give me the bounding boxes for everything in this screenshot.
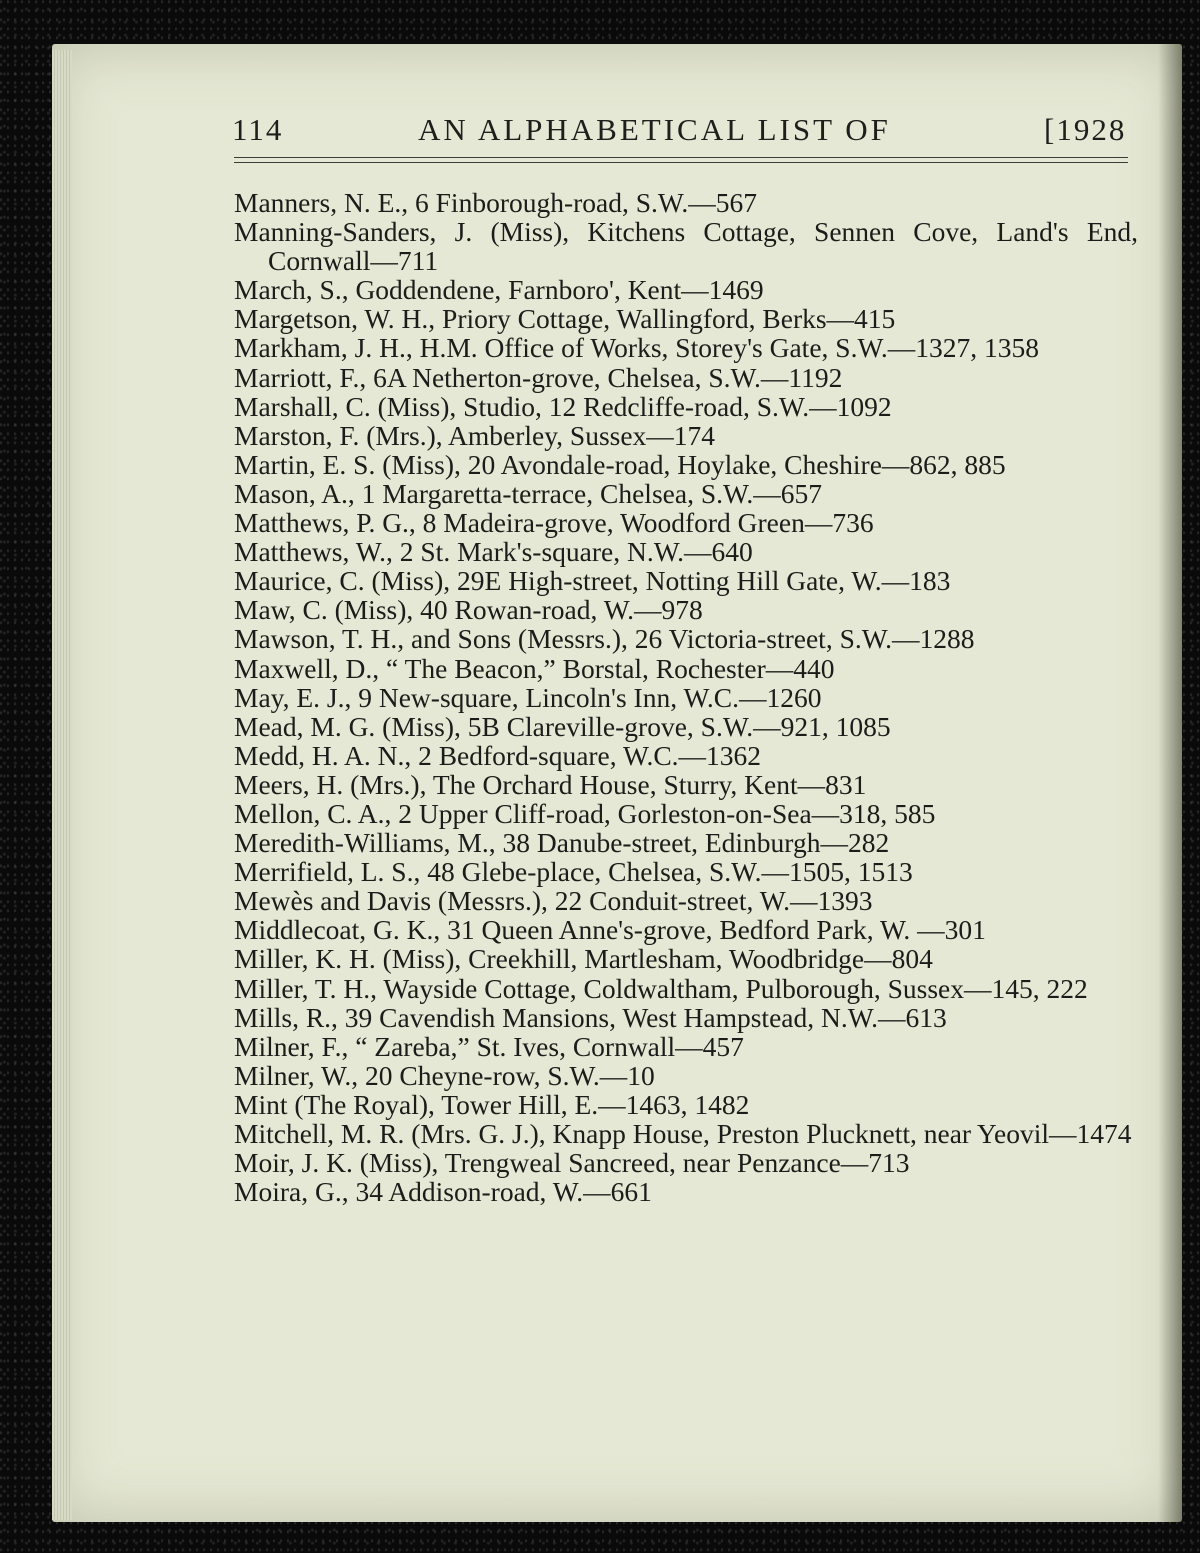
page-edges [52, 50, 72, 1520]
directory-entry: Marshall, C. (Miss), Studio, 12 Redcliffe-road, S.W.—1092 [234, 390, 892, 422]
header-rule-top [234, 157, 1128, 158]
directory-entry: Mills, R., 39 Cavendish Mansions, West Hampstead, N.W.—613 [234, 1001, 947, 1033]
directory-entry: Martin, E. S. (Miss), 20 Avondale-road, Hoylake, Cheshire—862, 885 [234, 448, 1006, 480]
directory-entry: Meers, H. (Mrs.), The Orchard House, Sturry, Kent—831 [234, 768, 867, 800]
directory-entry: Mewès and Davis (Messrs.), 22 Conduit-street, W.—1393 [234, 885, 873, 917]
directory-entry: Moira, G., 34 Addison-road, W.—661 [234, 1176, 652, 1208]
directory-entry: Milner, F., “ Zareba,” St. Ives, Cornwall—457 [234, 1030, 744, 1062]
directory-entry: May, E. J., 9 New-square, Lincoln's Inn, W.C.—1260 [234, 681, 822, 713]
directory-entry: Margetson, W. H., Priory Cottage, Wallingford, Berks—415 [234, 303, 896, 335]
directory-entry: Middlecoat, G. K., 31 Queen Anne's-grove, Bedford Park, W. —301 [234, 914, 986, 946]
directory-entry: Matthews, W., 2 St. Mark's-square, N.W.—640 [234, 536, 753, 568]
header-rule-bottom [234, 162, 1128, 163]
directory-entry: Mitchell, M. R. (Mrs. G. J.), Knapp House, Preston Plucknett, near Yeovil—1474 [234, 1118, 1132, 1149]
directory-entry: Marriott, F., 6A Netherton-grove, Chelsea, S.W.—1192 [234, 361, 843, 393]
directory-entry: Mellon, C. A., 2 Upper Cliff-road, Gorleston-on-Sea—318, 585 [234, 797, 936, 829]
page-title: AN ALPHABETICAL LIST OF [418, 112, 891, 147]
directory-entry: Matthews, P. G., 8 Madeira-grove, Woodford Green—736 [234, 507, 874, 539]
page-number: 114 [232, 112, 284, 147]
directory-entry: Manners, N. E., 6 Finborough-road, S.W.—567 [234, 187, 757, 218]
directory-entry: Maxwell, D., “ The Beacon,” Borstal, Rochester—440 [234, 652, 835, 684]
directory-entry: Medd, H. A. N., 2 Bedford-square, W.C.—1362 [234, 739, 762, 771]
directory-entry: Markham, J. H., H.M. Office of Works, Storey's Gate, S.W.—1327, 1358 [234, 332, 1040, 364]
directory-entry: Mead, M. G. (Miss), 5B Clareville-grove, S.W.—921, 1085 [234, 710, 891, 742]
gutter-shadow [1158, 44, 1182, 1522]
directory-list [234, 188, 1138, 1206]
directory-entry: Maurice, C. (Miss), 29E High-street, Notting Hill Gate, W.—183 [234, 565, 951, 597]
directory-entry: Meredith-Williams, M., 38 Danube-street, Edinburgh—282 [234, 827, 890, 859]
directory-entry: Manning-Sanders, J. (Miss), Kitchens Cottage, Sennen Cove, Land's End, Cornwall—711 [234, 216, 1138, 277]
running-header [232, 104, 1132, 154]
directory-entry: Milner, W., 20 Cheyne-row, S.W.—10 [234, 1059, 655, 1091]
directory-entry: Marston, F. (Mrs.), Amberley, Sussex—174 [234, 419, 716, 451]
directory-entry: March, S., Goddendene, Farnboro', Kent—1469 [234, 274, 764, 306]
header-year: [1928 [1044, 112, 1127, 147]
directory-entry: Mason, A., 1 Margaretta-terrace, Chelsea, S.W.—657 [234, 477, 823, 509]
directory-entry: Mawson, T. H., and Sons (Messrs.), 26 Victoria-street, S.W.—1288 [234, 623, 975, 655]
directory-entry: Mint (The Royal), Tower Hill, E.—1463, 1482 [234, 1088, 750, 1120]
directory-entry: Maw, C. (Miss), 40 Rowan-road, W.—978 [234, 594, 703, 626]
directory-entry: Miller, T. H., Wayside Cottage, Coldwaltham, Pulborough, Sussex—145, 222 [234, 972, 1088, 1004]
directory-entry: Miller, K. H. (Miss), Creekhill, Martlesham, Woodbridge—804 [234, 943, 933, 975]
directory-entry: Merrifield, L. S., 48 Glebe-place, Chelsea, S.W.—1505, 1513 [234, 856, 913, 888]
directory-entry: Moir, J. K. (Miss), Trengweal Sancreed, near Penzance—713 [234, 1147, 910, 1179]
